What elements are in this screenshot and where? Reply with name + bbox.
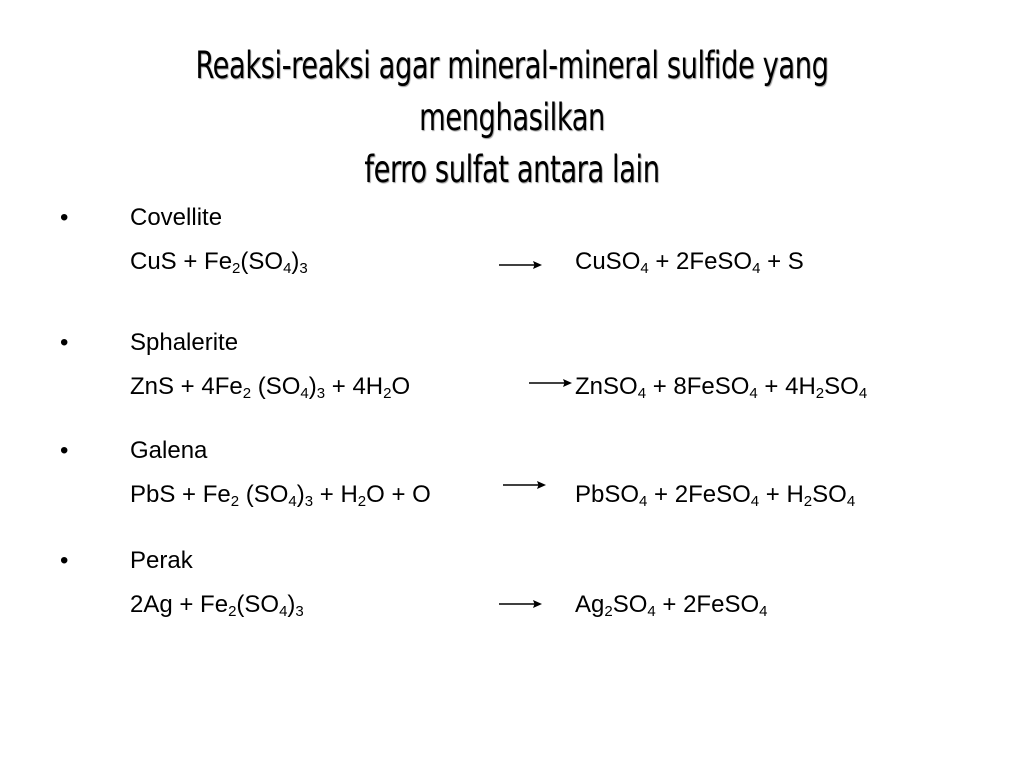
formula-subscript: 2 [803,493,813,510]
formula-text: PbSO [575,481,640,508]
title-line-2: ferro sulfat antara lain [364,148,660,191]
formula-subscript: 4 [858,385,868,402]
formula-subscript: 4 [759,603,768,620]
reaction-reactants [130,590,304,620]
formula-subscript: 3 [316,385,326,402]
reaction-products [575,247,804,277]
right-arrow-icon [498,258,542,270]
formula-text: 2Ag + Fe [130,591,229,618]
formula-text: + 2FeSO [648,248,753,275]
formula-subscript: 2 [232,260,241,277]
formula-text: SO [812,481,847,508]
bullet: • [60,547,69,574]
right-arrow-icon [498,597,542,609]
formula-text: CuS + Fe [130,248,233,275]
formula-text: ZnS + 4Fe [130,373,243,400]
right-arrow-icon [502,478,546,490]
formula-subscript: 4 [639,493,648,510]
formula-subscript: 4 [637,385,647,402]
formula-subscript: 3 [304,493,314,510]
formula-subscript: 4 [749,385,758,402]
reaction-reactants [130,480,431,510]
formula-text: O + O [366,481,431,508]
formula-text: ZnSO [575,373,638,400]
reaction-products [575,480,855,510]
formula-subscript: 4 [647,603,656,620]
formula-text: O [391,373,411,400]
right-arrow-icon [528,376,572,388]
bullet: • [60,437,69,464]
formula-text: + S [760,248,804,275]
formula-subscript: 2 [242,385,252,402]
reaction-products [575,590,767,620]
formula-text: SO [824,373,859,400]
formula-text: (SO [251,373,301,400]
mineral-name: Covellite [130,204,223,231]
reaction-products [575,372,867,402]
formula-text: PbS + Fe [130,481,231,508]
reaction-reactants [130,372,410,402]
formula-text: Ag [575,591,605,618]
formula-subscript: 4 [300,385,309,402]
formula-subscript: 4 [640,260,649,277]
formula-text: ) [308,373,317,400]
formula-subscript: 4 [846,493,856,510]
reaction-reactants [130,247,308,277]
formula-text: (SO [239,481,289,508]
formula-subscript: 3 [299,260,308,277]
formula-text: SO [612,591,648,618]
formula-text: ) [296,481,305,508]
formula-text: (SO [240,248,284,275]
formula-subscript: 2 [228,603,237,620]
formula-subscript: 2 [815,385,825,402]
formula-text: ) [291,248,300,275]
formula-text: CuSO [575,248,641,275]
formula-subscript: 4 [288,493,297,510]
formula-subscript: 2 [604,603,613,620]
formula-text: (SO [236,591,280,618]
formula-text: + 4H [325,373,384,400]
title-line-1: Reaksi-reaksi agar mineral-mineral sulfide yang menghasilkan [195,44,829,139]
formula-subscript: 2 [357,493,367,510]
formula-subscript: 4 [750,493,760,510]
formula-text: + 4H [757,373,816,400]
formula-subscript: 2 [230,493,240,510]
formula-subscript: 2 [383,385,392,402]
formula-text: + 2FeSO [647,481,751,508]
formula-text: + 8FeSO [646,373,750,400]
formula-text: + H [759,481,804,508]
formula-text: + H [313,481,358,508]
formula-text: + 2FeSO [655,591,760,618]
mineral-name: Perak [130,547,193,574]
slide-title [125,40,899,196]
mineral-name: Sphalerite [130,329,239,356]
formula-subscript: 3 [295,603,304,620]
bullet: • [60,204,69,231]
formula-subscript: 4 [283,260,292,277]
formula-text: ) [287,591,296,618]
mineral-name: Galena [130,437,208,464]
bullet: • [60,329,69,356]
formula-subscript: 4 [279,603,288,620]
formula-subscript: 4 [752,260,761,277]
